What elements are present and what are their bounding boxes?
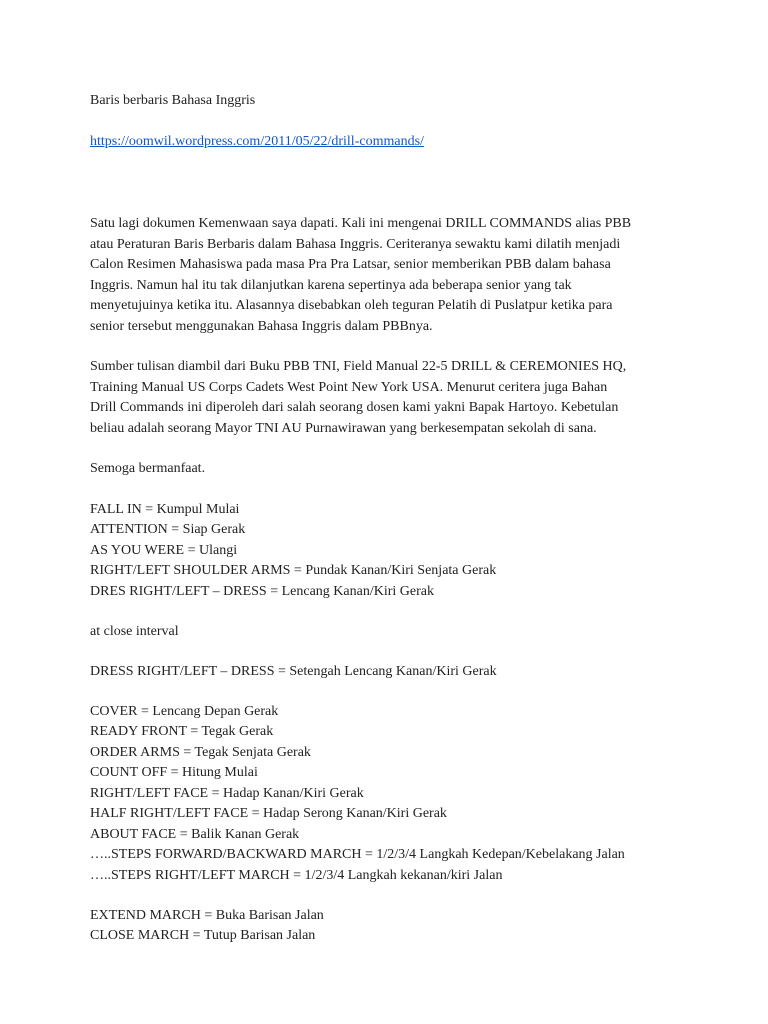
closing-note: Semoga bermanfaat. [90, 461, 206, 476]
command-item: DRES RIGHT/LEFT – DRESS = Lencang Kanan/Kiri Gerak [90, 583, 434, 599]
command-item: READY FRONT = Tegak Gerak [90, 724, 274, 739]
source-line: Training Manual US Corps Cadets West Point New York USA. Menurut ceritera juga Bahan [90, 379, 608, 395]
command-item: HALF RIGHT/LEFT FACE = Hadap Serong Kanan/Kiri Gerak [90, 806, 447, 821]
command-item: CLOSE MARCH = Tutup Barisan Jalan [90, 928, 316, 943]
closing-note-block [90, 459, 730, 480]
command-item: DRESS RIGHT/LEFT – DRESS = Setengah Lencang Kanan/Kiri Gerak [90, 663, 497, 679]
document-title: Baris berbaris Bahasa Inggris [90, 93, 256, 108]
command-item: …..STEPS RIGHT/LEFT MARCH = 1/2/3/4 Langkah kekanan/kiri Jalan [90, 867, 503, 883]
intro-line: senior tersebut menggunakan Bahasa Inggris dalam PBBnya. [90, 318, 433, 334]
command-item: COUNT OFF = Hitung Mulai [90, 765, 258, 780]
source-paragraph [90, 357, 730, 439]
document-page [90, 91, 730, 966]
commands-group-4 [90, 906, 730, 947]
source-link[interactable]: https://oomwil.wordpress.com/2011/05/22/drill-commands/ [90, 134, 424, 149]
source-line: Drill Commands ini diperoleh dari salah seorang dosen kami yakni Bapak Hartoyo. Kebetulan [90, 400, 619, 415]
command-item: AS YOU WERE = Ulangi [90, 542, 238, 558]
command-item: ABOUT FACE = Balik Kanan Gerak [90, 826, 300, 842]
command-item: ATTENTION = Siap Gerak [90, 522, 246, 537]
commands-group-2 [90, 662, 730, 683]
commands-group-1 [90, 500, 730, 603]
interval-label: at close interval [90, 623, 179, 639]
intro-line: menyetujuinya ketika itu. Alasannya disebabkan oleh teguran Pelatih di Puslatpur ketika para [90, 298, 613, 313]
intro-line: Satu lagi dokumen Kemenwaan saya dapati. Kali ini mengenai DRILL COMMANDS alias PBB [90, 216, 632, 231]
command-item: EXTEND MARCH = Buka Barisan Jalan [90, 907, 324, 923]
command-item: RIGHT/LEFT FACE = Hadap Kanan/Kiri Gerak [90, 785, 364, 801]
command-item: COVER = Lencang Depan Gerak [90, 703, 279, 719]
commands-group-3 [90, 702, 730, 887]
intro-line: atau Peraturan Baris Berbaris dalam Bahasa Inggris. Ceriteranya sewaktu kami dilatih menjadi [90, 236, 621, 252]
source-line: Sumber tulisan diambil dari Buku PBB TNI, Field Manual 22-5 DRILL & CEREMONIES HQ, [90, 359, 627, 374]
command-item: ORDER ARMS = Tegak Senjata Gerak [90, 744, 311, 760]
command-item: RIGHT/LEFT SHOULDER ARMS = Pundak Kanan/Kiri Senjata Gerak [90, 563, 497, 578]
spacer [90, 153, 730, 215]
command-item: …..STEPS FORWARD/BACKWARD MARCH = 1/2/3/4 Langkah Kedepan/Kebelakang Jalan [90, 847, 625, 862]
interval-label-block [90, 622, 730, 643]
intro-line: Inggris. Namun hal itu tak dilanjutkan karena sepertinya ada beberapa senior yang tak [90, 277, 572, 293]
intro-line: Calon Resimen Mahasiswa pada masa Pra Pra Latsar, senior memberikan PBB dalam bahasa [90, 257, 611, 272]
source-line: beliau adalah seorang Mayor TNI AU Purnawirawan yang berkesempatan sekolah di sana. [90, 420, 597, 436]
intro-paragraph [90, 214, 730, 337]
command-item: FALL IN = Kumpul Mulai [90, 501, 240, 517]
